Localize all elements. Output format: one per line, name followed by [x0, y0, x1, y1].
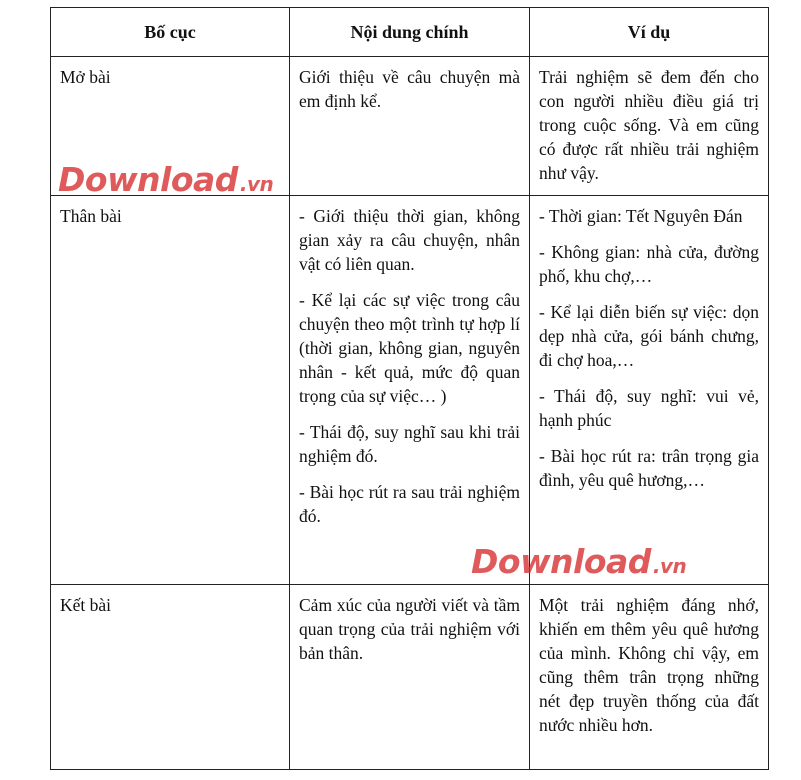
content-item: - Bài học rút ra sau trải nghiệm đó.: [299, 482, 520, 526]
content-cell-mo-bai: [290, 57, 530, 196]
watermark-brand: Download: [471, 542, 651, 581]
content-item: - Kể lại các sự việc trong câu chuyện theo một trình tự hợp lí (thời gian, không gian, nguyên nhân - kết quả, mức độ quan trọng của sự việc… ): [299, 290, 520, 406]
example-item: - Thái độ, suy nghĩ: vui vẻ, hạnh phúc: [539, 386, 759, 430]
example-item: - Thời gian: Tết Nguyên Đán: [539, 206, 743, 226]
header-bo-cuc: Bố cục: [51, 8, 290, 57]
example-item: Một trải nghiệm đáng nhớ, khiến em thêm yêu quê hương của mình. Không chỉ vậy, em cũng thêm trân trọng những nét đẹp truyền thống của đất nước nhiều hơn.: [539, 595, 759, 735]
example-cell-than-bai: [530, 196, 769, 585]
section-label-ket-bai: Kết bài: [51, 585, 290, 770]
section-label-mo-bai: Mở bài: [51, 57, 290, 196]
outline-table: [50, 7, 769, 770]
content-item: Giới thiệu về câu chuyện mà em định kể.: [299, 67, 520, 111]
content-cell-ket-bai: [290, 585, 530, 770]
example-item: - Kể lại diễn biến sự việc: dọn dẹp nhà cửa, gói bánh chưng, đi chợ hoa,…: [539, 302, 759, 370]
watermark-suffix: .vn: [652, 554, 687, 578]
watermark-suffix: .vn: [239, 172, 274, 196]
content-item: - Thái độ, suy nghĩ sau khi trải nghiệm đó.: [299, 422, 520, 466]
table-row-ket-bai: [51, 585, 769, 770]
table-row-mo-bai: [51, 57, 769, 196]
header-row: [51, 8, 769, 57]
content-item: - Giới thiệu thời gian, không gian xảy ra câu chuyện, nhân vật có liên quan.: [299, 206, 520, 274]
example-cell-mo-bai: [530, 57, 769, 196]
content-item: Cảm xúc của người viết và tầm quan trọng của trải nghiệm với bản thân.: [299, 595, 520, 663]
header-vi-du: Ví dụ: [530, 8, 769, 57]
content-cell-than-bai: [290, 196, 530, 585]
example-item: - Bài học rút ra: trân trọng gia đình, yêu quê hương,…: [539, 446, 759, 490]
table-row-than-bai: [51, 196, 769, 585]
header-noi-dung-chinh: Nội dung chính: [290, 8, 530, 57]
section-label-than-bai: Thân bài: [51, 196, 290, 585]
watermark-brand: Download: [58, 160, 238, 199]
example-item: - Không gian: nhà cửa, đường phố, khu chợ,…: [539, 242, 759, 286]
example-cell-ket-bai: [530, 585, 769, 770]
example-item: Trải nghiệm sẽ đem đến cho con người nhiều điều giá trị trong cuộc sống. Và em cũng có được rất nhiều trải nghiệm như vậy.: [539, 67, 759, 183]
